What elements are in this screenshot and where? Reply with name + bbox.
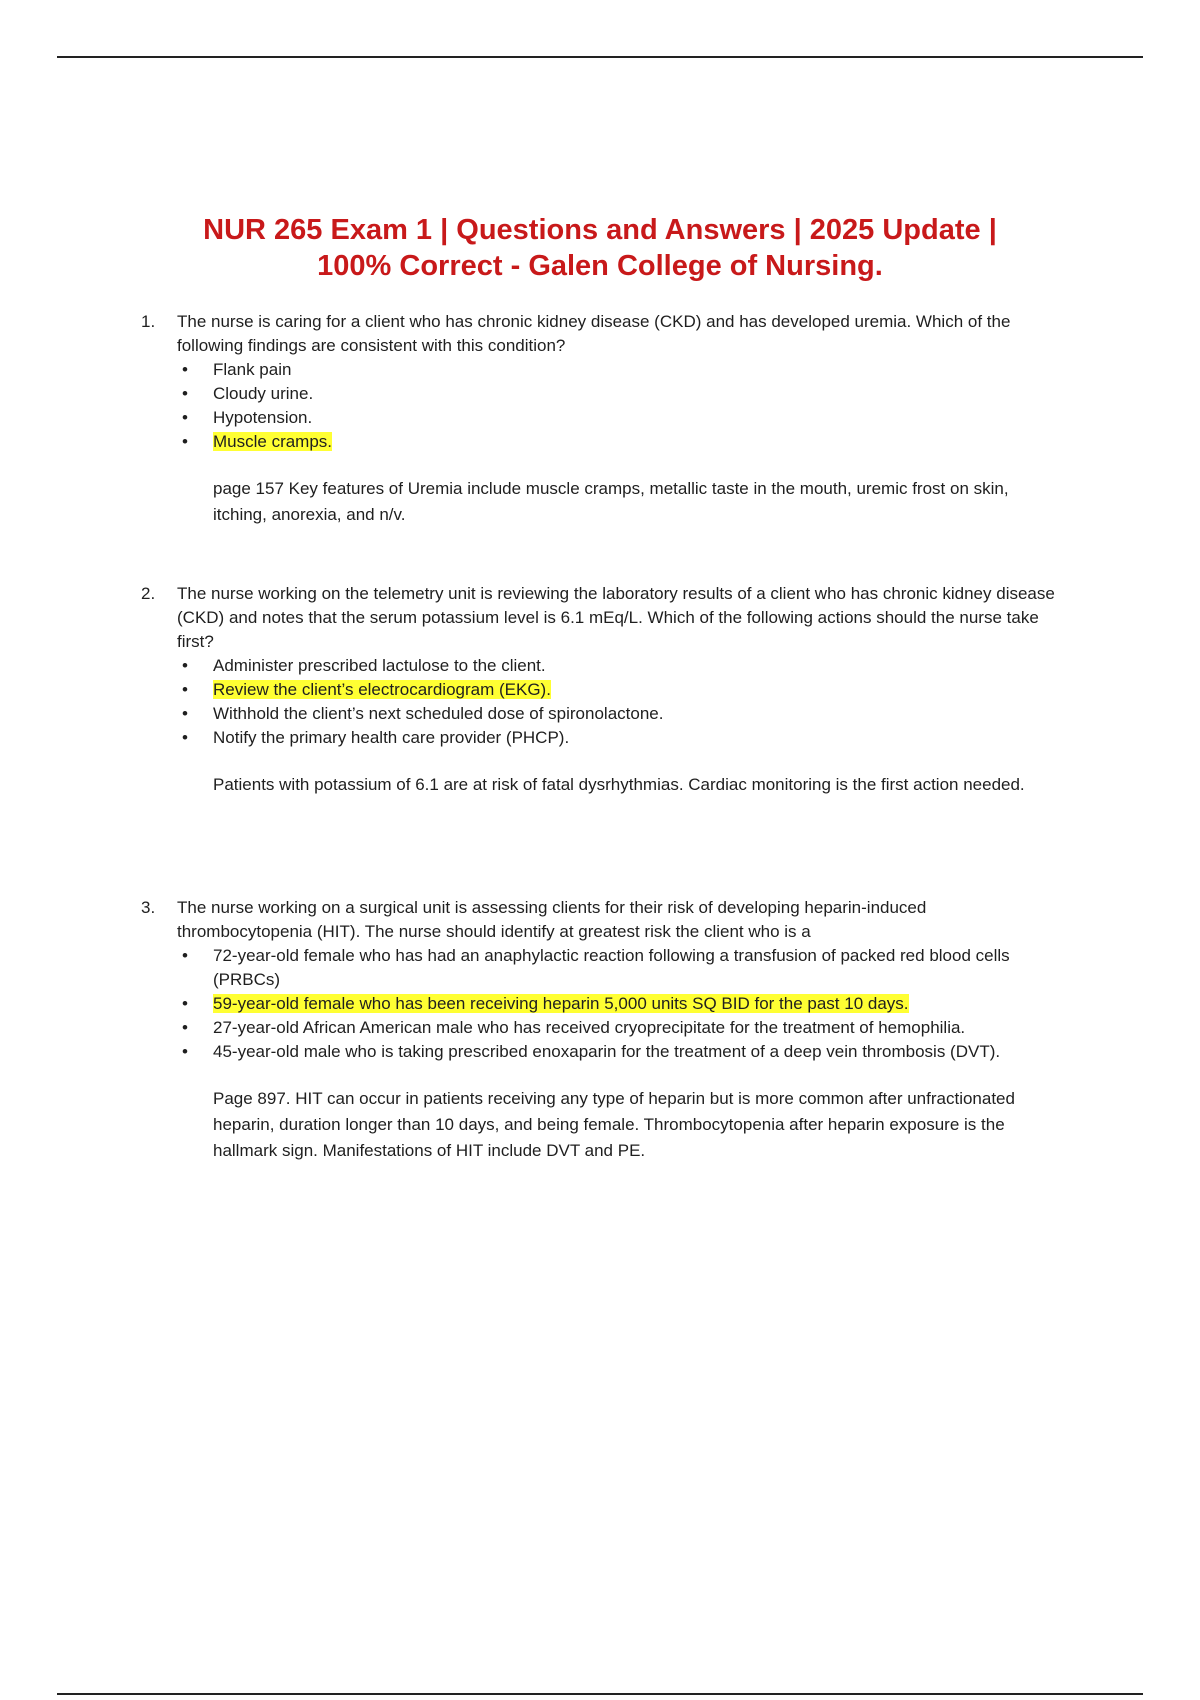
answer-rationale: page 157 Key features of Uremia include muscle cramps, metallic taste in the mouth, uremic frost on skin, itching, anorexia, and n/v. [213, 479, 1009, 524]
bottom-rule [57, 1693, 1143, 1695]
bullet-icon: • [182, 994, 188, 1013]
question-1 [141, 310, 1061, 528]
document-title [100, 212, 1100, 284]
option-text: 45-year-old male who is taking prescribed enoxaparin for the treatment of a deep vein thrombosis (DVT). [213, 1042, 1001, 1061]
option-text: Hypotension. [213, 408, 313, 427]
question-3 [141, 896, 1061, 1164]
question-text: The nurse is caring for a client who has chronic kidney disease (CKD) and has developed uremia. Which of the following findings are consistent with this condition? [177, 312, 1011, 355]
question-text: The nurse working on the telemetry unit is reviewing the laboratory results of a client who has chronic kidney disease (CKD) and notes that the serum potassium level is 6.1 mEq/L. Which of the following actions should the nurse take first? [177, 584, 1055, 651]
answer-option [141, 654, 1061, 678]
bullet-icon: • [182, 704, 188, 723]
answer-option [141, 406, 1061, 430]
highlighted-answer: Review the client’s electrocardiogram (EKG). [213, 680, 551, 699]
question-number: 2. [141, 584, 156, 603]
answer-options [141, 944, 1061, 1064]
bullet-icon: • [182, 680, 188, 699]
bullet-icon: • [182, 728, 188, 747]
option-text: 27-year-old African American male who has received cryoprecipitate for the treatment of hemophilia. [213, 1018, 966, 1037]
highlighted-answer: 59-year-old female who has been receiving heparin 5,000 units SQ BID for the past 10 days. [213, 994, 909, 1013]
highlighted-answer: Muscle cramps. [213, 432, 333, 451]
option-text: 72-year-old female who has had an anaphylactic reaction following a transfusion of packed red blood cells (PRBCs) [213, 946, 1010, 989]
answer-option [141, 944, 1061, 992]
correct-answer-option [141, 430, 1061, 454]
bullet-icon: • [182, 432, 188, 451]
answer-option [141, 702, 1061, 726]
bullet-icon: • [182, 656, 188, 675]
option-text: Withhold the client’s next scheduled dose of spironolactone. [213, 704, 664, 723]
option-text: Cloudy urine. [213, 384, 314, 403]
answer-rationale: Page 897. HIT can occur in patients receiving any type of heparin but is more common after unfractionated heparin, duration longer than 10 days, and being female. Thrombocytopenia after heparin exposure is the hallmark sign. Manifestations of HIT include DVT and PE. [213, 1089, 1015, 1160]
answer-option [141, 382, 1061, 406]
answer-option [141, 1016, 1061, 1040]
option-text: Flank pain [213, 360, 292, 379]
option-text: Administer prescribed lactulose to the client. [213, 656, 546, 675]
bullet-icon: • [182, 408, 188, 427]
answer-option [141, 1040, 1061, 1064]
option-text: Notify the primary health care provider (PHCP). [213, 728, 570, 747]
bullet-icon: • [182, 1042, 188, 1061]
question-number: 3. [141, 898, 156, 917]
bullet-icon: • [182, 946, 188, 965]
title-line-1: NUR 265 Exam 1 | Questions and Answers | 2025 Update | [203, 214, 997, 246]
bullet-icon: • [182, 1018, 188, 1037]
title-line-2: 100% Correct - Galen College of Nursing. [317, 250, 883, 282]
answer-rationale: Patients with potassium of 6.1 are at risk of fatal dysrhythmias. Cardiac monitoring is the first action needed. [213, 775, 1025, 794]
answer-option [141, 358, 1061, 382]
correct-answer-option [141, 678, 1061, 702]
question-text: The nurse working on a surgical unit is assessing clients for their risk of developing heparin-induced thrombocytopenia (HIT). The nurse should identify at greatest risk the client who is a [177, 898, 927, 941]
answer-options [141, 654, 1061, 750]
correct-answer-option [141, 992, 1061, 1016]
answer-options [141, 358, 1061, 454]
answer-option [141, 726, 1061, 750]
question-2 [141, 582, 1061, 798]
bullet-icon: • [182, 384, 188, 403]
question-number: 1. [141, 312, 156, 331]
top-rule [57, 56, 1143, 58]
bullet-icon: • [182, 360, 188, 379]
